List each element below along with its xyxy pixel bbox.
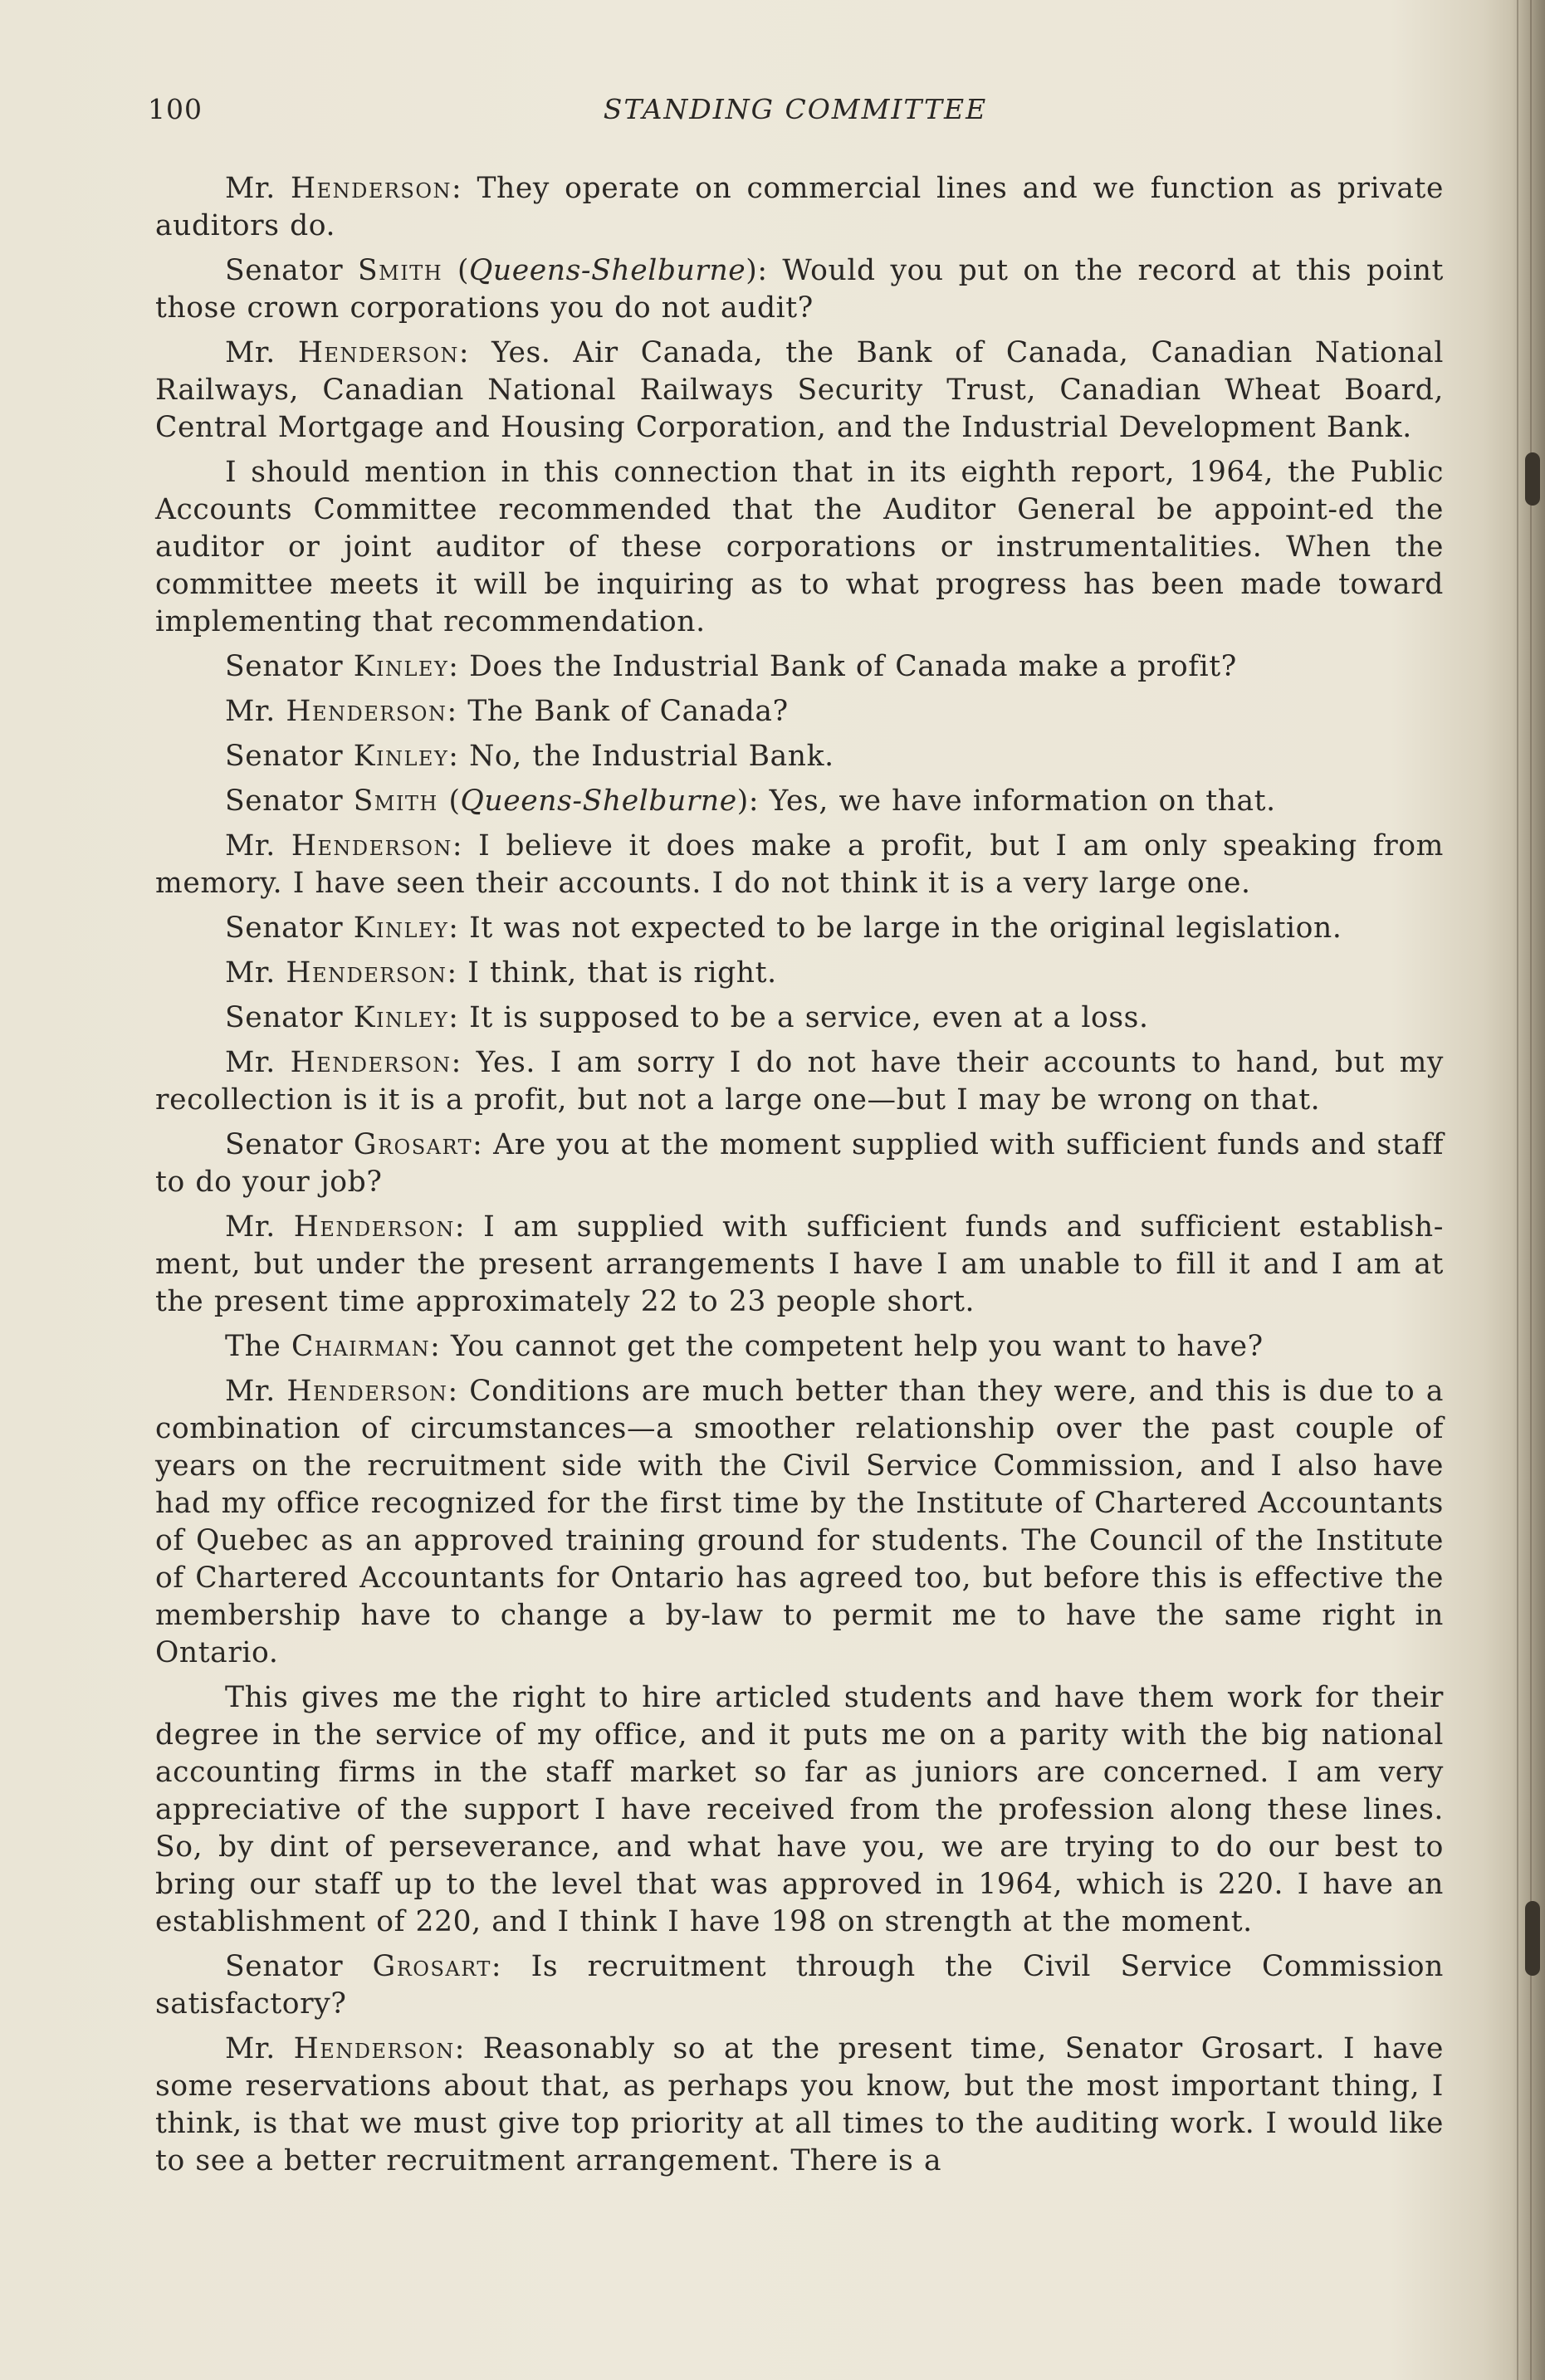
speaker-colon: :	[472, 1128, 494, 1161]
paragraph-text: You cannot get the competent help you want to have?	[450, 1330, 1264, 1363]
speaker-colon: :	[757, 254, 783, 287]
speaker-colon: :	[748, 784, 770, 818]
speaker-name: Smith	[353, 784, 438, 818]
paragraph-text: Reasonably so at the present time, Senator Grosart. I have some reservations about that, as perhaps you know, but the most important thing, I think, is that we must give top priority at all times to the auditing work. I would like to see a better recruitment arrangement. There is a	[155, 2032, 1444, 2177]
transcript-paragraph	[155, 1373, 1444, 1672]
speaker-name: Grosart	[353, 1128, 473, 1161]
speaker-title: Mr.	[225, 1375, 287, 1408]
paragraph-text: The Bank of Canada?	[467, 695, 789, 728]
speaker-title: Senator	[225, 650, 354, 683]
speaker-name: Kinley	[353, 740, 449, 773]
speaker-name: Chairman	[291, 1330, 431, 1363]
binding-clip	[1525, 1901, 1540, 1976]
speaker-name: Smith	[358, 254, 443, 287]
transcript-paragraph	[155, 170, 1444, 245]
speaker-colon: :	[448, 911, 470, 945]
paragraph-text: Does the Industrial Bank of Canada make a profit?	[469, 650, 1237, 683]
speaker-name: Henderson	[286, 695, 447, 728]
speaker-colon: :	[447, 956, 468, 990]
speaker-colon: :	[454, 2032, 483, 2065]
speaker-colon: :	[448, 740, 470, 773]
transcript-paragraph	[155, 1209, 1444, 1321]
speaker-title: Mr.	[225, 2032, 294, 2065]
book-binding-shadow	[1512, 0, 1545, 2380]
speaker-name: Henderson	[293, 2032, 455, 2065]
speaker-colon: :	[491, 1950, 531, 1983]
running-head: STANDING COMMITTEE	[603, 93, 988, 125]
speaker-title: Senator	[225, 740, 354, 773]
transcript-paragraph	[155, 1948, 1444, 2023]
speaker-colon: :	[452, 829, 479, 863]
speaker-name: Henderson	[297, 336, 459, 369]
speaker-title: Senator	[225, 784, 354, 818]
binding-crease	[1517, 0, 1518, 2380]
paragraph-text: I am supplied with sufficient funds and sufficient establish-ment, but under the present arrangements I have I am unable to fill it and I am at the present time approximately 22 to 23 people short.	[155, 1210, 1444, 1318]
speaker-title: Mr.	[225, 829, 291, 863]
speaker-title: Mr.	[225, 695, 286, 728]
speaker-riding: (Queens-Shelburne)	[438, 784, 749, 818]
speaker-title: Mr.	[225, 1046, 291, 1079]
speaker-title: Mr.	[225, 172, 291, 205]
speaker-title: Senator	[225, 1128, 354, 1161]
speaker-name: Kinley	[353, 911, 449, 945]
speaker-riding: (Queens-Shelburne)	[442, 254, 758, 287]
speaker-colon: :	[451, 1046, 477, 1079]
paragraph-text: They operate on commercial lines and we function as private auditors do.	[155, 172, 1444, 242]
page-number: 100	[148, 93, 203, 125]
speaker-title: Mr.	[225, 956, 286, 990]
speaker-colon: :	[454, 1210, 484, 1244]
speaker-name: Henderson	[286, 956, 447, 990]
speaker-name: Henderson	[291, 829, 452, 863]
transcript-paragraph	[155, 783, 1444, 820]
transcript-paragraph	[155, 1126, 1444, 1201]
transcript-paragraph	[155, 955, 1444, 992]
speaker-title: Mr.	[225, 1210, 294, 1244]
speaker-colon: :	[448, 650, 470, 683]
binding-crease	[1530, 0, 1532, 2380]
speaker-colon: :	[447, 1375, 470, 1408]
speaker-name: Henderson	[286, 1375, 448, 1408]
speaker-name: Kinley	[353, 650, 449, 683]
transcript-paragraph	[155, 1679, 1444, 1941]
binding-clip	[1525, 452, 1540, 506]
transcript-paragraph	[155, 2031, 1444, 2180]
speaker-colon: :	[458, 336, 492, 369]
paragraph-text: Would you put on the record at this point those crown corporations you do not audit?	[155, 254, 1444, 325]
speaker-name: Henderson	[290, 1046, 452, 1079]
paragraph-text: Yes. Air Canada, the Bank of Canada, Canadian National Railways, Canadian National Railways Security Trust, Canadian Wheat Board, Central Mortgage and Housing Corporation, and the Industrial Development Bank.	[155, 336, 1444, 444]
page-header	[148, 93, 1443, 143]
paragraph-text: I believe it does make a profit, but I am only speaking from memory. I have seen their accounts. I do not think it is a very large one.	[155, 829, 1444, 900]
transcript-paragraph	[155, 999, 1444, 1037]
paragraph-text: I think, that is right.	[467, 956, 777, 990]
speaker-colon: :	[448, 1001, 470, 1034]
transcript-paragraph	[155, 828, 1444, 902]
paragraph-text: Yes. I am sorry I do not have their accounts to hand, but my recollection is it is a profit, but not a large one—but I may be wrong on that.	[155, 1046, 1444, 1117]
speaker-title: Senator	[225, 911, 354, 945]
transcript-paragraph	[155, 693, 1444, 731]
transcript-body	[155, 170, 1444, 2187]
speaker-name: Grosart	[372, 1950, 491, 1983]
speaker-colon: :	[430, 1330, 451, 1363]
transcript-paragraph	[155, 1328, 1444, 1366]
speaker-title: Mr.	[225, 336, 298, 369]
speaker-name: Henderson	[290, 172, 452, 205]
paragraph-text: I should mention in this connection that in its eighth report, 1964, the Public Accounts Committee recommended that the Auditor General be appoint-ed the auditor or joint auditor of these corporations or instrumentalities. When the committee meets it will be inquiring as to what progress has been made toward implementing that recommendation.	[155, 456, 1444, 638]
paragraph-text: It was not expected to be large in the original legislation.	[469, 911, 1342, 945]
paragraph-text: It is supposed to be a service, even at a loss.	[469, 1001, 1149, 1034]
speaker-colon: :	[447, 695, 468, 728]
paragraph-text: No, the Industrial Bank.	[469, 740, 834, 773]
paragraph-text: This gives me the right to hire articled students and have them work for their degree in the service of my office, and it puts me on a parity with the big national accounting firms in the staff market so far as juniors are concerned. I am very appreciative of the support I have received from the profession along these lines. So, by dint of perseverance, and what have you, we are trying to do our best to bring our staff up to the level that was approved in 1964, which is 220. I have an establishment of 220, and I think I have 198 on strength at the moment.	[155, 1681, 1444, 1938]
transcript-paragraph	[155, 648, 1444, 686]
paragraph-text: Conditions are much better than they were, and this is due to a combination of circumstances—a smoother relationship over the past couple of years on the recruitment side with the Civil Service Commission, and I also have had my office recognized for the first time by the Institute of Chartered Accountants of Quebec as an approved training ground for students. The Council of the Institute of Chartered Accountants for Ontario has agreed too, but before this is effective the membership have to change a by-law to permit me to have the same right in Ontario.	[155, 1375, 1444, 1669]
speaker-colon: :	[452, 172, 477, 205]
paragraph-text: Is recruitment through the Civil Service Commission satisfactory?	[155, 1950, 1445, 2021]
speaker-name: Kinley	[353, 1001, 449, 1034]
speaker-title: The	[225, 1330, 292, 1363]
paragraph-text: Yes, we have information on that.	[769, 784, 1276, 818]
speaker-name: Henderson	[293, 1210, 455, 1244]
transcript-paragraph	[155, 738, 1444, 775]
transcript-paragraph	[155, 454, 1444, 641]
transcript-paragraph	[155, 252, 1444, 327]
transcript-paragraph	[155, 335, 1444, 447]
transcript-paragraph	[155, 1044, 1444, 1119]
speaker-title: Senator	[225, 1001, 354, 1034]
paragraph-text: Are you at the moment supplied with sufficient funds and staff to do your job?	[155, 1128, 1445, 1199]
speaker-title: Senator	[225, 254, 358, 287]
transcript-paragraph	[155, 910, 1444, 947]
speaker-title: Senator	[225, 1950, 373, 1983]
